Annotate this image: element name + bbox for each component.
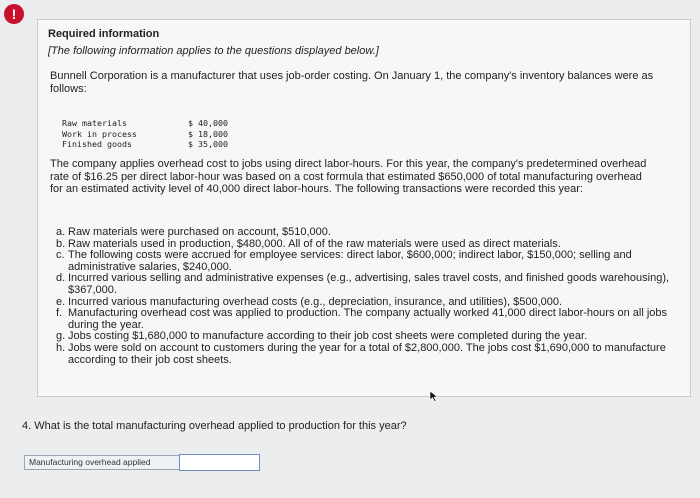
mouse-pointer-icon <box>429 390 439 402</box>
item-letter: d. <box>56 272 66 285</box>
question-text: 4. What is the total manufacturing overhead applied to production for this year? <box>22 420 407 432</box>
overhead-paragraph: The company applies overhead cost to jobs using direct labor-hours. For this year, the company's predetermined overhead rate of $16.25 per direct labor-hour was based on a cost formula that estimated $650,000 of total manufacturing overhead for an estimated activity level of 40,000 direct labor-hours. The following transactions were recorded this year: <box>50 158 647 196</box>
item-text: Incurred various selling and administrative expenses (e.g., advertising, sales travel costs, and finished goods warehousing), $367,000. <box>68 272 670 296</box>
list-item <box>56 250 686 273</box>
item-text: The following costs were accrued for employee services: direct labor, $600,000; indirect labor, $150,000; selling and administrative salaries, $240,000. <box>68 249 632 273</box>
table-row <box>62 129 228 140</box>
inventory-value: $ 18,000 <box>188 128 228 139</box>
intro-paragraph: Bunnell Corporation is a manufacturer that uses job-order costing. On January 1, the company's inventory balances were as follows: <box>50 70 654 95</box>
inventory-label: Work in process <box>62 128 137 139</box>
inventory-label: Raw materials <box>62 118 127 128</box>
answer-row-label: Manufacturing overhead applied <box>24 455 179 470</box>
item-letter: h. <box>56 341 66 354</box>
inventory-balances-table <box>62 118 228 150</box>
item-text: Incurred various manufacturing overhead costs (e.g., depreciation, insurance, and utilities), $500,000. <box>68 295 563 308</box>
list-item <box>56 343 686 366</box>
item-letter: c. <box>56 249 65 262</box>
item-letter: g. <box>56 330 66 343</box>
required-info-note: [The following information applies to the questions displayed below.] <box>48 45 379 57</box>
list-item <box>56 227 686 239</box>
item-letter: f. <box>56 307 63 320</box>
item-text: Manufacturing overhead cost was applied to production. The company actually worked 41,000 direct labor-hours on all jobs during the year. <box>68 307 668 331</box>
item-letter: a. <box>56 226 66 238</box>
list-item <box>56 273 686 296</box>
inventory-value: $ 35,000 <box>188 139 228 149</box>
list-item <box>56 308 686 331</box>
manufacturing-overhead-applied-input[interactable] <box>179 454 260 471</box>
inventory-label: Finished goods <box>62 139 132 149</box>
item-text: Jobs were sold on account to customers during the year for a total of $2,800,000. The jobs cost $1,690,000 to manufacture according to their job cost sheets. <box>68 341 666 366</box>
item-text: Jobs costing $1,680,000 to manufacture according to their job cost sheets were completed during the year. <box>68 330 588 343</box>
item-text: Raw materials were purchased on account, $510,000. <box>68 226 331 238</box>
item-letter: b. <box>56 237 66 250</box>
item-letter: e. <box>56 295 66 308</box>
inventory-value: $ 40,000 <box>188 118 228 128</box>
transactions-list <box>56 227 686 366</box>
table-row <box>62 139 228 150</box>
required-info-heading: Required information <box>48 28 160 40</box>
item-text: Raw materials used in production, $480,000. All of of the raw materials were used as direct materials. <box>68 237 561 250</box>
alert-icon: ! <box>4 4 24 24</box>
table-row <box>62 118 228 129</box>
